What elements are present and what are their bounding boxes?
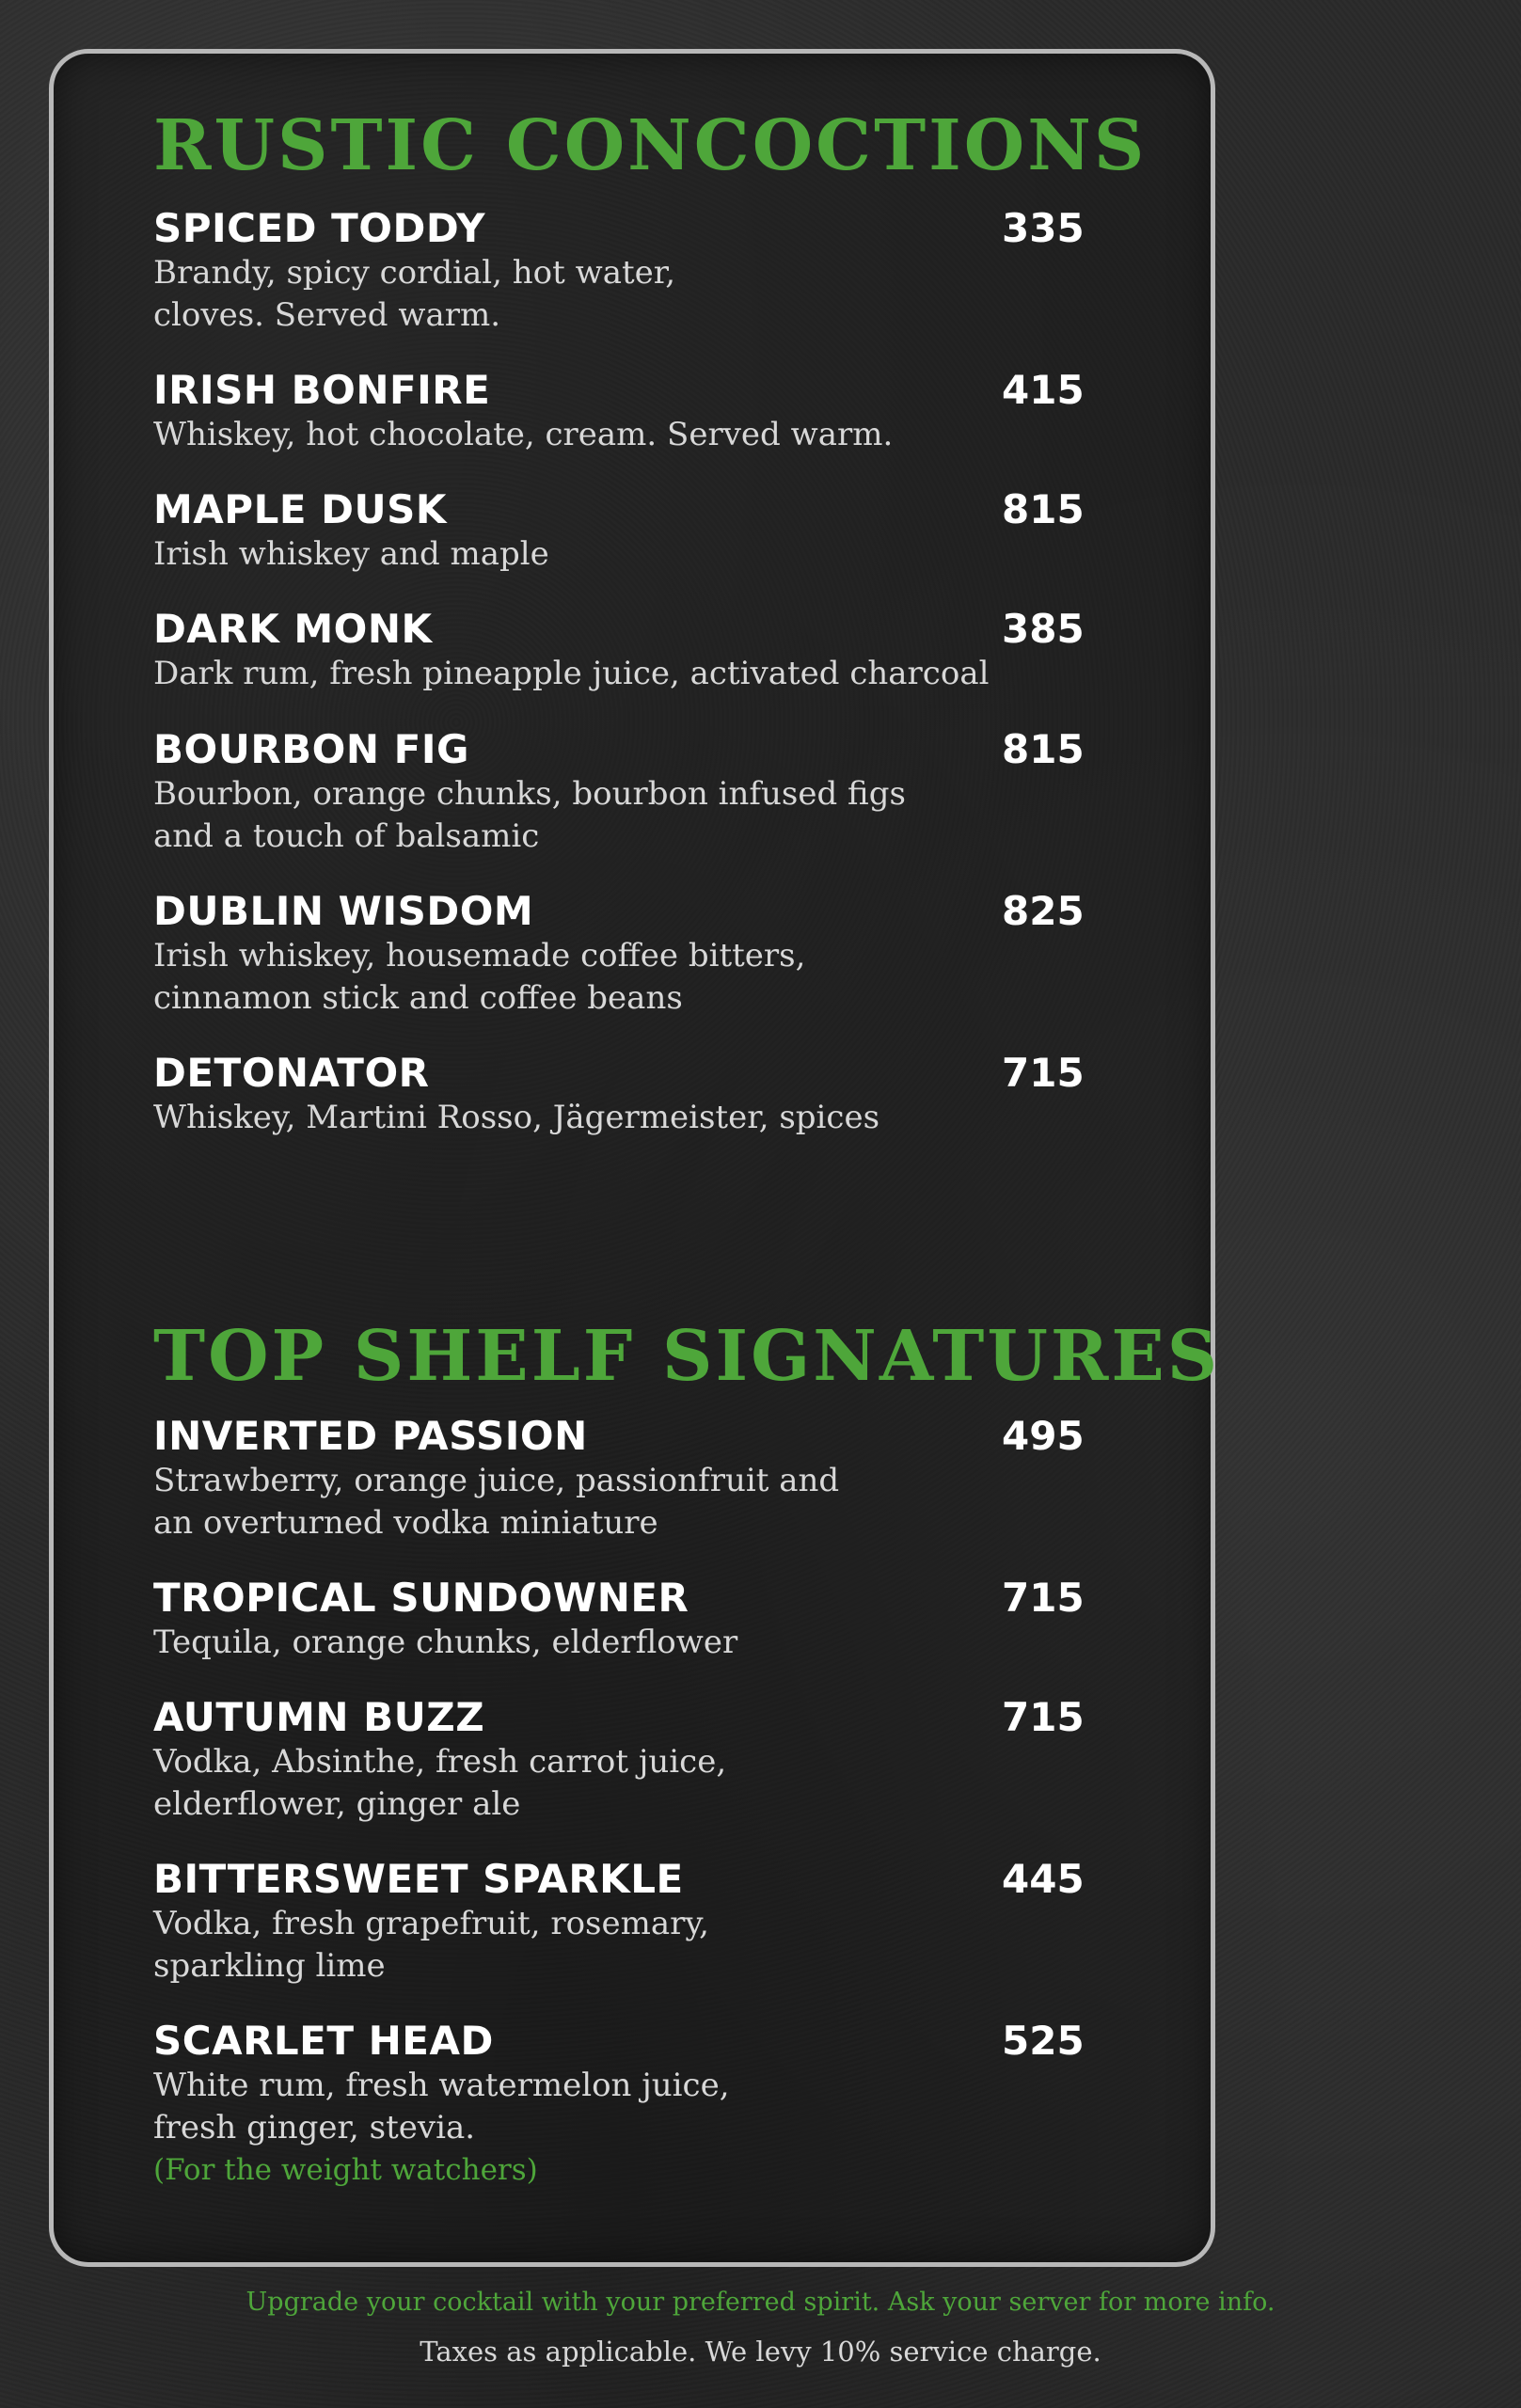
item-description (153, 653, 1094, 695)
item-name: SCARLET HEAD (153, 2018, 494, 2064)
item-name: AUTUMN BUZZ (153, 1694, 485, 1740)
menu-item-inverted-passion (153, 1413, 1094, 1545)
description-line: White rum, fresh watermelon juice, (153, 2067, 730, 2104)
item-name: DETONATOR (153, 1050, 430, 1096)
item-description (153, 773, 1094, 858)
item-price: 825 (1002, 888, 1085, 934)
menu-item-tropical-sundowner (153, 1575, 1094, 1664)
item-price: 445 (1002, 1856, 1085, 1902)
menu-item-dublin-wisdom (153, 888, 1094, 1020)
item-description (153, 252, 1094, 337)
description-line: cinnamon stick and coffee beans (153, 979, 683, 1017)
item-price: 495 (1002, 1413, 1085, 1459)
item-price: 415 (1002, 367, 1085, 413)
item-name: DUBLIN WISDOM (153, 888, 534, 934)
section-title-top-shelf-signatures: TOP SHELF SIGNATURES (153, 1316, 1221, 1397)
item-note: (For the weight watchers) (153, 2153, 538, 2187)
menu-item-bittersweet-sparkle (153, 1856, 1094, 1988)
item-description (153, 1097, 1094, 1139)
description-line: Bourbon, orange chunks, bourbon infused figs (153, 775, 906, 813)
menu-item-detonator (153, 1050, 1094, 1139)
menu-item-spiced-toddy (153, 205, 1094, 337)
footer-upgrade-note: Upgrade your cocktail with your preferred spirit. Ask your server for more info. (246, 2288, 1275, 2317)
section-title-rustic-concoctions: RUSTIC CONCOCTIONS (153, 105, 1148, 186)
item-price: 525 (1002, 2018, 1085, 2064)
description-line: and a touch of balsamic (153, 817, 540, 855)
footer-taxes-note: Taxes as applicable. We levy 10% service charge. (420, 2336, 1101, 2368)
description-line: elderflower, ginger ale (153, 1785, 521, 1823)
description-line: sparkling lime (153, 1947, 386, 1985)
description-line: Vodka, fresh grapefruit, rosemary, (153, 1905, 709, 1942)
item-price: 335 (1002, 205, 1085, 251)
item-price: 815 (1002, 486, 1085, 532)
description-line: Strawberry, orange juice, passionfruit and (153, 1462, 840, 1499)
menu-item-maple-dusk (153, 486, 1094, 576)
description-line: Dark rum, fresh pineapple juice, activated charcoal (153, 655, 990, 692)
description-line: Vodka, Absinthe, fresh carrot juice, (153, 1743, 727, 1781)
item-name: DARK MONK (153, 606, 433, 652)
item-name: TROPICAL SUNDOWNER (153, 1575, 689, 1621)
item-description (153, 1622, 1094, 1664)
item-description (153, 1741, 1094, 1826)
item-description (153, 414, 1094, 456)
description-line: Irish whiskey and maple (153, 535, 549, 573)
item-description (153, 1460, 1094, 1545)
item-name: IRISH BONFIRE (153, 367, 491, 413)
item-name: BITTERSWEET SPARKLE (153, 1856, 684, 1902)
description-line: Brandy, spicy cordial, hot water, (153, 254, 676, 292)
item-name: INVERTED PASSION (153, 1413, 588, 1459)
description-line: an overturned vodka miniature (153, 1504, 658, 1542)
item-price: 715 (1002, 1575, 1085, 1621)
description-line: Tequila, orange chunks, elderflower (153, 1624, 738, 1661)
item-description (153, 2065, 1094, 2149)
menu-item-dark-monk (153, 606, 1094, 695)
description-line: Irish whiskey, housemade coffee bitters, (153, 937, 806, 974)
menu-item-irish-bonfire (153, 367, 1094, 456)
menu-item-bourbon-fig (153, 726, 1094, 858)
item-name: BOURBON FIG (153, 726, 469, 772)
item-price: 385 (1002, 606, 1085, 652)
menu-item-scarlet-head (153, 2018, 1094, 2192)
item-price: 815 (1002, 726, 1085, 772)
item-price: 715 (1002, 1050, 1085, 1096)
item-name: SPICED TODDY (153, 205, 486, 251)
item-name: MAPLE DUSK (153, 486, 447, 532)
item-description (153, 1903, 1094, 1988)
description-line: fresh ginger, stevia. (153, 2109, 476, 2147)
item-price: 715 (1002, 1694, 1085, 1740)
description-line: cloves. Served warm. (153, 296, 501, 334)
description-line: Whiskey, Martini Rosso, Jägermeister, spices (153, 1099, 880, 1136)
description-line: Whiskey, hot chocolate, cream. Served warm. (153, 416, 894, 453)
menu-item-autumn-buzz (153, 1694, 1094, 1826)
item-description (153, 935, 1094, 1020)
item-description (153, 533, 1094, 576)
